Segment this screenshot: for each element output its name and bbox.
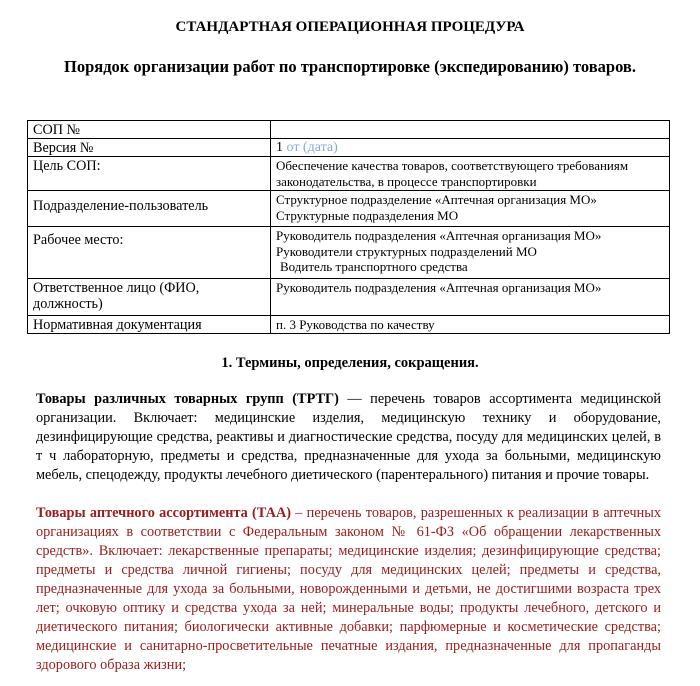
procedure-title: Порядок организации работ по транспортировке (экспедированию) товаров. <box>64 57 636 76</box>
normative-value: п. 3 Руководства по качеству <box>271 316 670 334</box>
definition-trtg: — перечень товаров ассортимента медицинской организации. Включает: медицинские изделия, медицинскую технику и оборудование, дезинфицирующие средства, реактивы и диагностические средства, посуду для медицинских целей, в т ч лабораторную, предметы и средства, предназначенные для ухода за больными, медицинскую мебель, спецодежду, продукты лечебного диетического (парентерального) питания и прочие товары. <box>36 391 661 483</box>
term-trtg: Товары различных товарных групп (ТРТГ) <box>36 391 339 407</box>
version-value: 1 <box>276 140 283 155</box>
table-row <box>28 121 670 139</box>
version-date-placeholder: от (дата) <box>286 140 338 155</box>
table-row <box>28 191 670 227</box>
goal-label: Цель СОП: <box>28 157 271 191</box>
section-heading: 1. Термины, определения, сокращения. <box>221 355 479 371</box>
table-row <box>28 139 670 157</box>
division-value-line: Структурное подразделение «Аптечная организация МО» <box>276 192 597 207</box>
document-title: СТАНДАРТНАЯ ОПЕРАЦИОННАЯ ПРОЦЕДУРА <box>175 19 525 35</box>
normative-label: Нормативная документация <box>28 316 271 334</box>
version-cell <box>271 139 670 157</box>
definition-paragraph-trtg <box>36 390 661 485</box>
definition-taa: – перечень товаров, разрешенных к реализации в аптечных организациях в соответствии с Федеральным законом № 61-ФЗ «Об обращении лекарственных средств». Включает: лекарственные препараты; медицинские изделия; дезинфицирующие средства; предметы и средства личной гигиены; посуду для медицинских целей; предметы и средства, предназначенные для ухода за больными, новорожденными и детьми, не достигшими возраста трех лет; очковую оптику и средства ухода за ней; минеральные воды; продукты лечебного, детского и диетического питания; биологически активные добавки; парфюмерные и косметические средства; медицинские и санитарно-просветительные печатные издания, предназначенные для пропаганды здорового образа жизни; <box>36 505 661 673</box>
table-row <box>28 279 670 316</box>
workplace-value-line: Водитель транспортного средства <box>280 259 468 274</box>
goal-value: Обеспечение качества товаров, соответствующего требованиям законодательства, в процессе транспортировки <box>271 157 670 191</box>
sop-number-value <box>271 121 670 139</box>
table-row <box>28 157 670 191</box>
division-label: Подразделение-пользователь <box>28 191 271 227</box>
table-row <box>28 316 670 334</box>
definition-paragraph-taa <box>36 504 661 675</box>
sop-info-table <box>27 120 670 334</box>
term-taa: Товары аптечного ассортимента (ТАА) <box>36 505 292 521</box>
workplace-value-line: Руководитель подразделения «Аптечная организация МО» <box>276 228 602 243</box>
division-value-line: Структурные подразделения МО <box>276 207 459 223</box>
responsible-value: Руководитель подразделения «Аптечная организация МО» <box>271 279 670 316</box>
workplace-value-line: Руководители структурных подразделений МО <box>276 243 537 259</box>
sop-number-label: СОП № <box>28 121 271 139</box>
table-row <box>28 227 670 279</box>
version-label: Версия № <box>28 139 271 157</box>
division-value <box>271 191 670 227</box>
responsible-label: Ответственное лицо (ФИО, должность) <box>28 279 271 316</box>
workplace-value <box>271 227 670 279</box>
workplace-label: Рабочее место: <box>28 227 271 279</box>
